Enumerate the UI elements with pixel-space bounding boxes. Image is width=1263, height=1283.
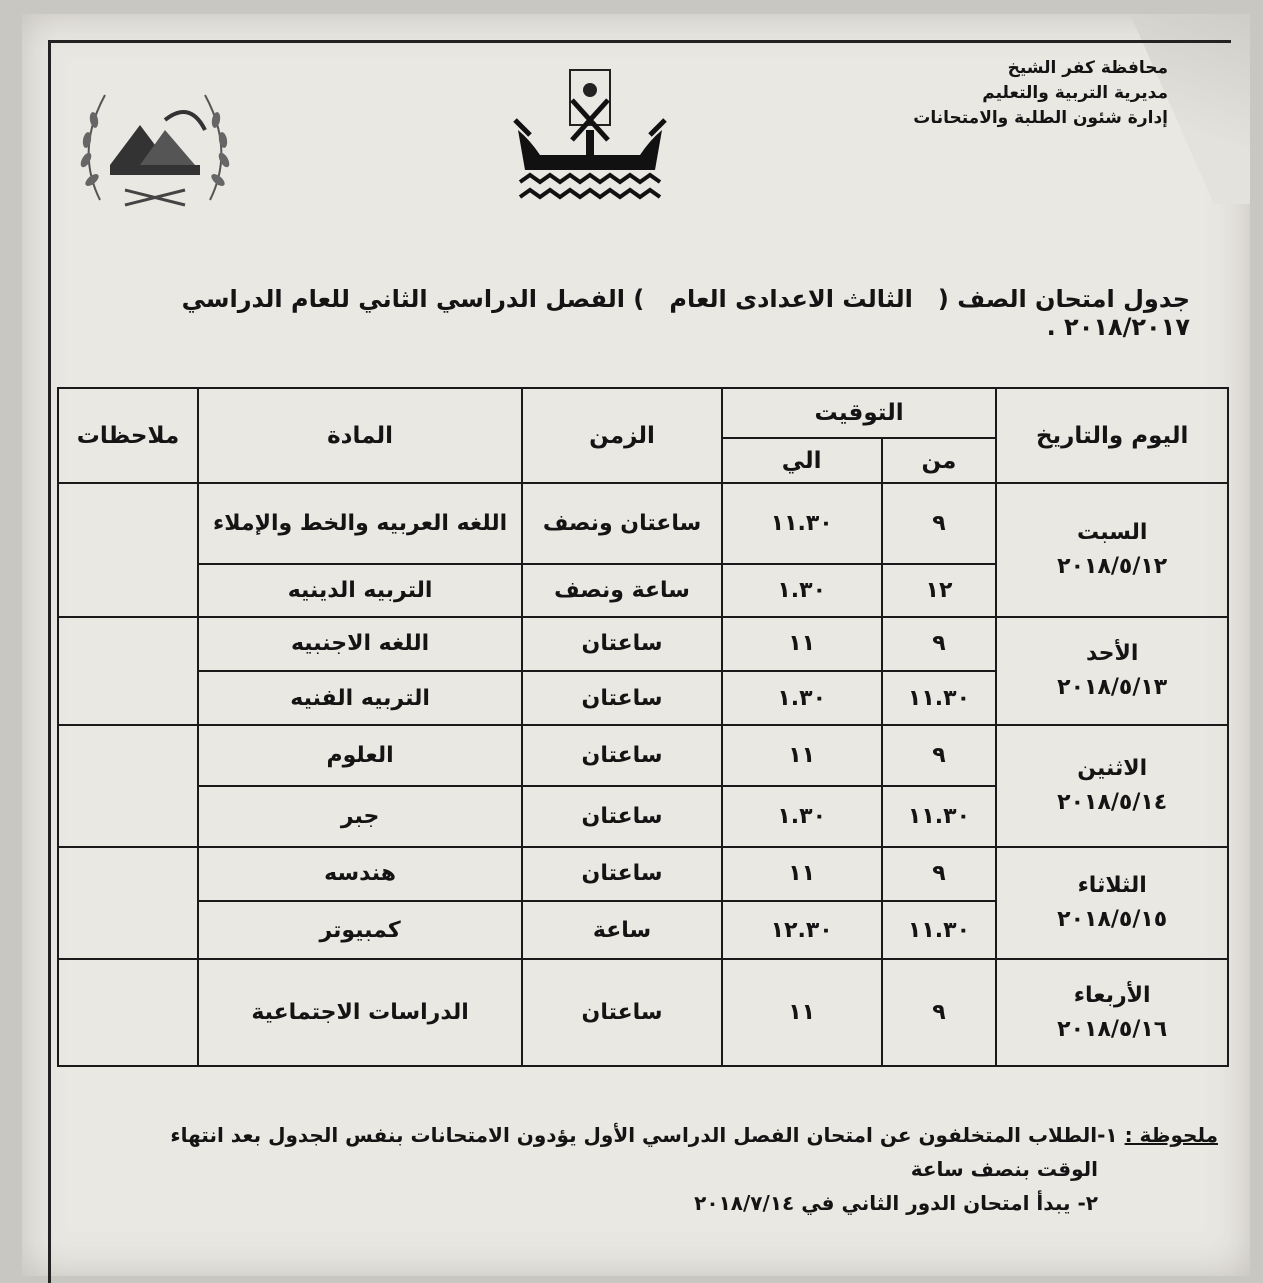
table-row (58, 959, 1228, 1066)
subject-cell: كمبيوتر (198, 901, 522, 960)
notes-cell (58, 725, 198, 846)
to-cell: ١١ (722, 725, 882, 786)
duration-cell: ساعتان ونصف (522, 483, 722, 564)
header-duration: الزمن (522, 388, 722, 483)
header-day-date: اليوم والتاريخ (996, 388, 1228, 483)
to-cell: ١.٣٠ (722, 564, 882, 616)
to-cell: ١١ (722, 847, 882, 901)
from-cell: ٩ (882, 959, 997, 1066)
day-cell (996, 725, 1228, 846)
day-name: الاثنين (1077, 755, 1148, 781)
title-prefix: جدول امتحان الصف ( (937, 285, 1190, 313)
subject-cell: التربيه الفنيه (198, 671, 522, 725)
day-date: ٢٠١٨/٥/١٦ (1057, 1016, 1168, 1042)
subject-cell: اللغه العربيه والخط والإملاء (198, 483, 522, 564)
header-notes: ملاحظات (58, 388, 198, 483)
header-from: من (882, 438, 997, 483)
title-suffix: ) الفصل الدراسي الثاني للعام الدراسي ٢٠١٨/٢٠١٧ . (181, 285, 1190, 341)
notes-section (88, 1118, 1218, 1220)
to-cell: ١١.٣٠ (722, 483, 882, 564)
from-cell: ١١.٣٠ (882, 786, 997, 847)
subject-cell: جبر (198, 786, 522, 847)
note-2: ٢- يبدأ امتحان الدور الثاني في ٢٠١٨/٧/١٤ (694, 1191, 1098, 1215)
table-row (58, 483, 1228, 564)
from-cell: ١١.٣٠ (882, 671, 997, 725)
to-cell: ١.٣٠ (722, 786, 882, 847)
letterhead (838, 56, 1168, 131)
from-cell: ٩ (882, 847, 997, 901)
day-cell (996, 959, 1228, 1066)
header-subject: المادة (198, 388, 522, 483)
subject-cell: العلوم (198, 725, 522, 786)
to-cell: ١.٣٠ (722, 671, 882, 725)
boat-emblem-icon (510, 60, 670, 210)
to-cell: ١١ (722, 617, 882, 671)
notes-cell (58, 959, 198, 1066)
note-1-continuation: الوقت بنصف ساعة (910, 1157, 1098, 1181)
table-row (58, 617, 1228, 671)
page-title (80, 285, 1190, 341)
day-date: ٢٠١٨/٥/١٤ (1057, 789, 1168, 815)
day-name: الأربعاء (1073, 982, 1151, 1008)
governorate-line: محافظة كفر الشيخ (1007, 58, 1168, 78)
day-cell (996, 847, 1228, 960)
title-grade: الثالث الاعدادى العام (669, 285, 913, 313)
table-row (58, 847, 1228, 901)
to-cell: ١٢.٣٠ (722, 901, 882, 960)
day-date: ٢٠١٨/٥/١٢ (1057, 553, 1168, 579)
duration-cell: ساعة (522, 901, 722, 960)
from-cell: ١٢ (882, 564, 997, 616)
subject-cell: هندسه (198, 847, 522, 901)
day-name: الأحد (1085, 641, 1139, 667)
day-date: ٢٠١٨/٥/١٣ (1057, 675, 1168, 701)
exam-schedule-table (57, 387, 1229, 1067)
notes-cell (58, 617, 198, 726)
note-label: ملحوظة : (1124, 1123, 1218, 1147)
duration-cell: ساعتان (522, 847, 722, 901)
from-cell: ١١.٣٠ (882, 901, 997, 960)
notes-cell (58, 847, 198, 960)
subject-cell: التربيه الدينيه (198, 564, 522, 616)
ministry-seal-icon (70, 70, 240, 230)
header-timing: التوقيت (722, 388, 997, 438)
duration-cell: ساعتان (522, 786, 722, 847)
to-cell: ١١ (722, 959, 882, 1066)
department-line: إدارة شئون الطلبة والامتحانات (913, 108, 1168, 128)
subject-cell: الدراسات الاجتماعية (198, 959, 522, 1066)
notes-cell (58, 483, 198, 617)
duration-cell: ساعتان (522, 725, 722, 786)
duration-cell: ساعتان (522, 959, 722, 1066)
note-1-text: ١-الطلاب المتخلفون عن امتحان الفصل الدراسي الأول يؤدون الامتحانات بنفس الجدول بعد انتهاء (170, 1123, 1118, 1147)
table-row (58, 725, 1228, 786)
from-cell: ٩ (882, 483, 997, 564)
day-name: السبت (1076, 519, 1148, 545)
day-name: الثلاثاء (1077, 872, 1147, 898)
day-cell (996, 483, 1228, 617)
day-cell (996, 617, 1228, 726)
note-1 (88, 1118, 1218, 1152)
day-date: ٢٠١٨/٥/١٥ (1057, 906, 1168, 932)
directorate-line: مديرية التربية والتعليم (982, 83, 1168, 103)
subject-cell: اللغه الاجنبيه (198, 617, 522, 671)
from-cell: ٩ (882, 617, 997, 671)
duration-cell: ساعتان (522, 617, 722, 671)
duration-cell: ساعة ونصف (522, 564, 722, 616)
header-to: الي (722, 438, 882, 483)
from-cell: ٩ (882, 725, 997, 786)
duration-cell: ساعتان (522, 671, 722, 725)
